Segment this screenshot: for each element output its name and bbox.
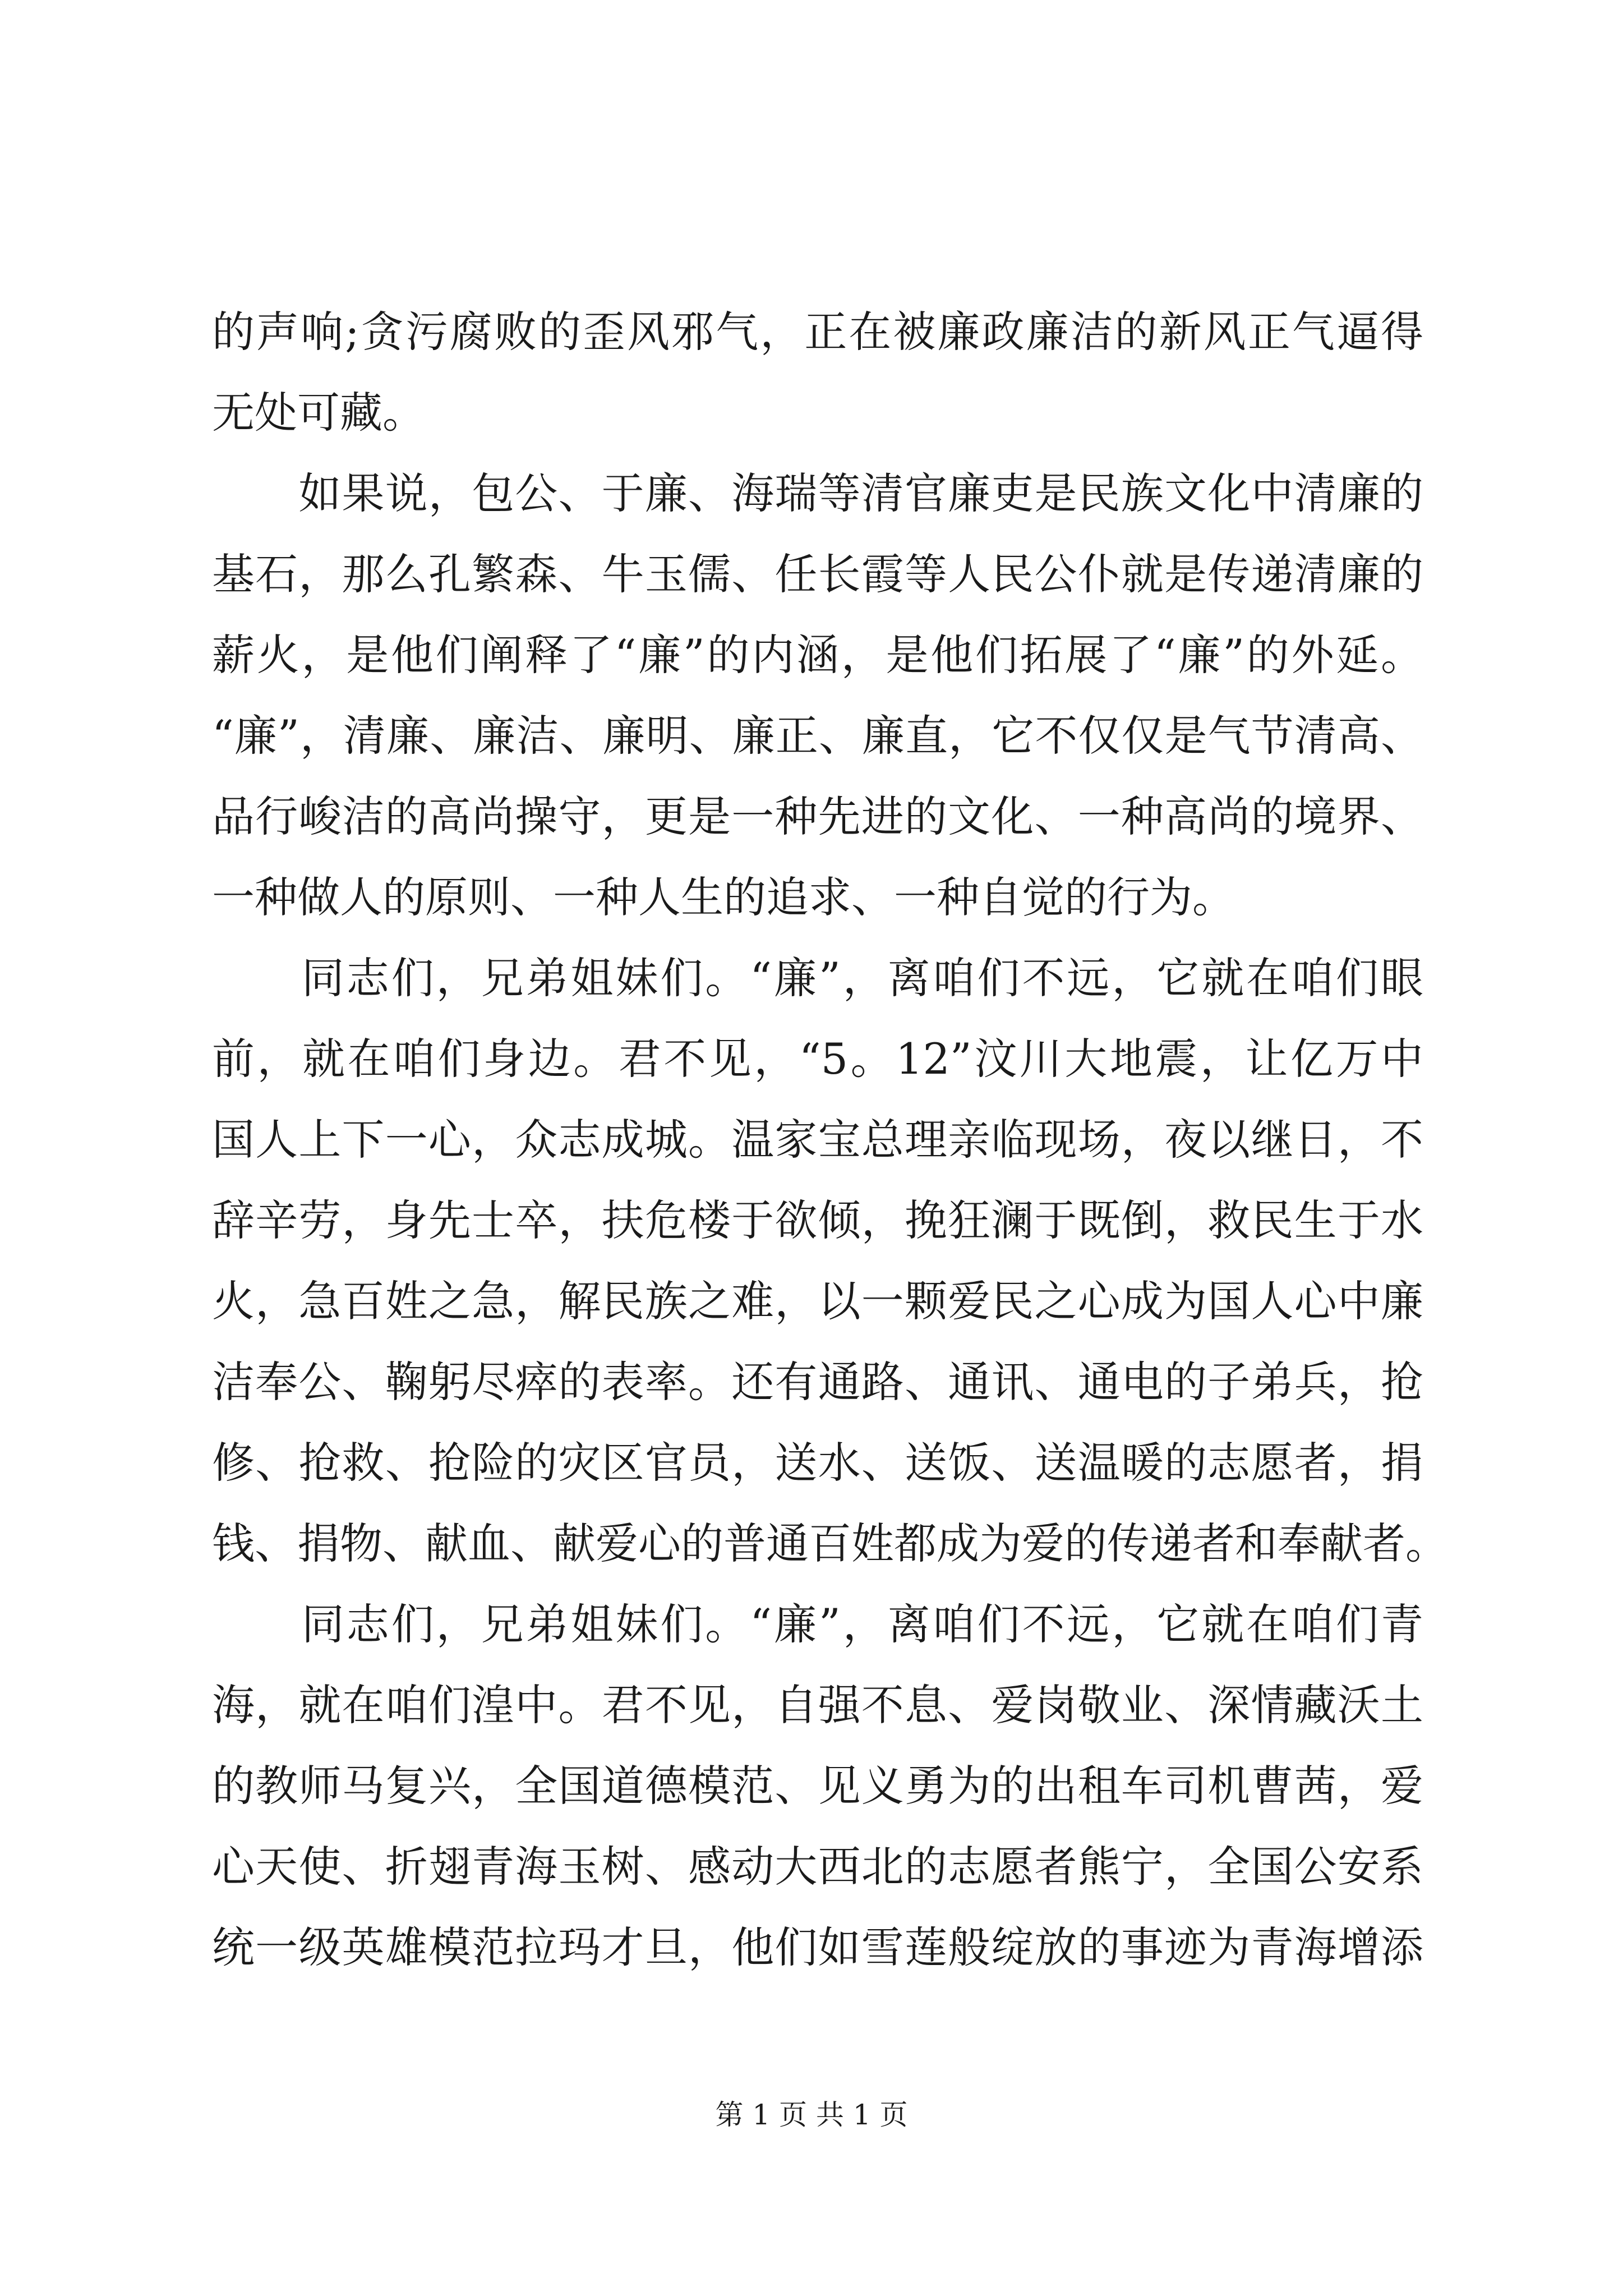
text-line: 的声响;贪污腐败的歪风邪气，正在被廉政廉洁的新风正气逼得 (212, 307, 1423, 357)
text-line: 钱、捐物、献血、献爱心的普通百姓都成为爱的传递者和奉献者。 (212, 1519, 1448, 1568)
text-line: 修、抢救、抢险的灾区官员，送水、送饭、送温暖的志愿者，捐 (212, 1438, 1423, 1488)
text-line: 无处可藏。 (212, 388, 425, 438)
text-line: 薪火，是他们阐释了“廉”的内涵，是他们拓展了“廉”的外延。 (212, 630, 1423, 680)
text-line: 同志们，兄弟姐妹们。“廉”，离咱们不远，它就在咱们眼 (212, 953, 1423, 1003)
page-footer (0, 2092, 1623, 2133)
document-body (212, 292, 1448, 1988)
text-line: 海，就在咱们湟中。君不见，自强不息、爱岗敬业、深情藏沃土 (212, 1680, 1423, 1730)
text-line: 前，就在咱们身边。君不见，“5。12”汶川大地震，让亿万中 (212, 1034, 1423, 1084)
text-line: 国人上下一心，众志成城。温家宝总理亲临现场，夜以继日，不 (212, 1115, 1423, 1165)
text-line: 火，急百姓之急，解民族之难，以一颗爱民之心成为国人心中廉 (212, 1276, 1423, 1326)
page-number: 第 1 页 共 1 页 (715, 2099, 908, 2131)
text-line: 心天使、折翅青海玉树、感动大西北的志愿者熊宁，全国公安系 (212, 1842, 1423, 1892)
text-line: 同志们，兄弟姐妹们。“廉”，离咱们不远，它就在咱们青 (212, 1599, 1423, 1649)
text-line: 一种做人的原则、一种人生的追求、一种自觉的行为。 (212, 872, 1235, 922)
text-line: 辞辛劳，身先士卒，扶危楼于欲倾，挽狂澜于既倒，救民生于水 (212, 1195, 1423, 1245)
text-line: 的教师马复兴，全国道德模范、见义勇为的出租车司机曹茜，爱 (212, 1761, 1423, 1811)
text-line: “廉”，清廉、廉洁、廉明、廉正、廉直，它不仅仅是气节清高、 (212, 711, 1423, 761)
text-line: 如果说，包公、于廉、海瑞等清官廉吏是民族文化中清廉的 (212, 468, 1423, 518)
text-line: 品行峻洁的高尚操守，更是一种先进的文化、一种高尚的境界、 (212, 792, 1423, 841)
text-line: 基石，那么孔繁森、牛玉儒、任长霞等人民公仆就是传递清廉的 (212, 549, 1423, 599)
text-line: 统一级英雄模范拉玛才旦，他们如雪莲般绽放的事迹为青海增添 (212, 1922, 1423, 1972)
text-line: 洁奉公、鞠躬尽瘁的表率。还有通路、通讯、通电的子弟兵，抢 (212, 1357, 1423, 1407)
